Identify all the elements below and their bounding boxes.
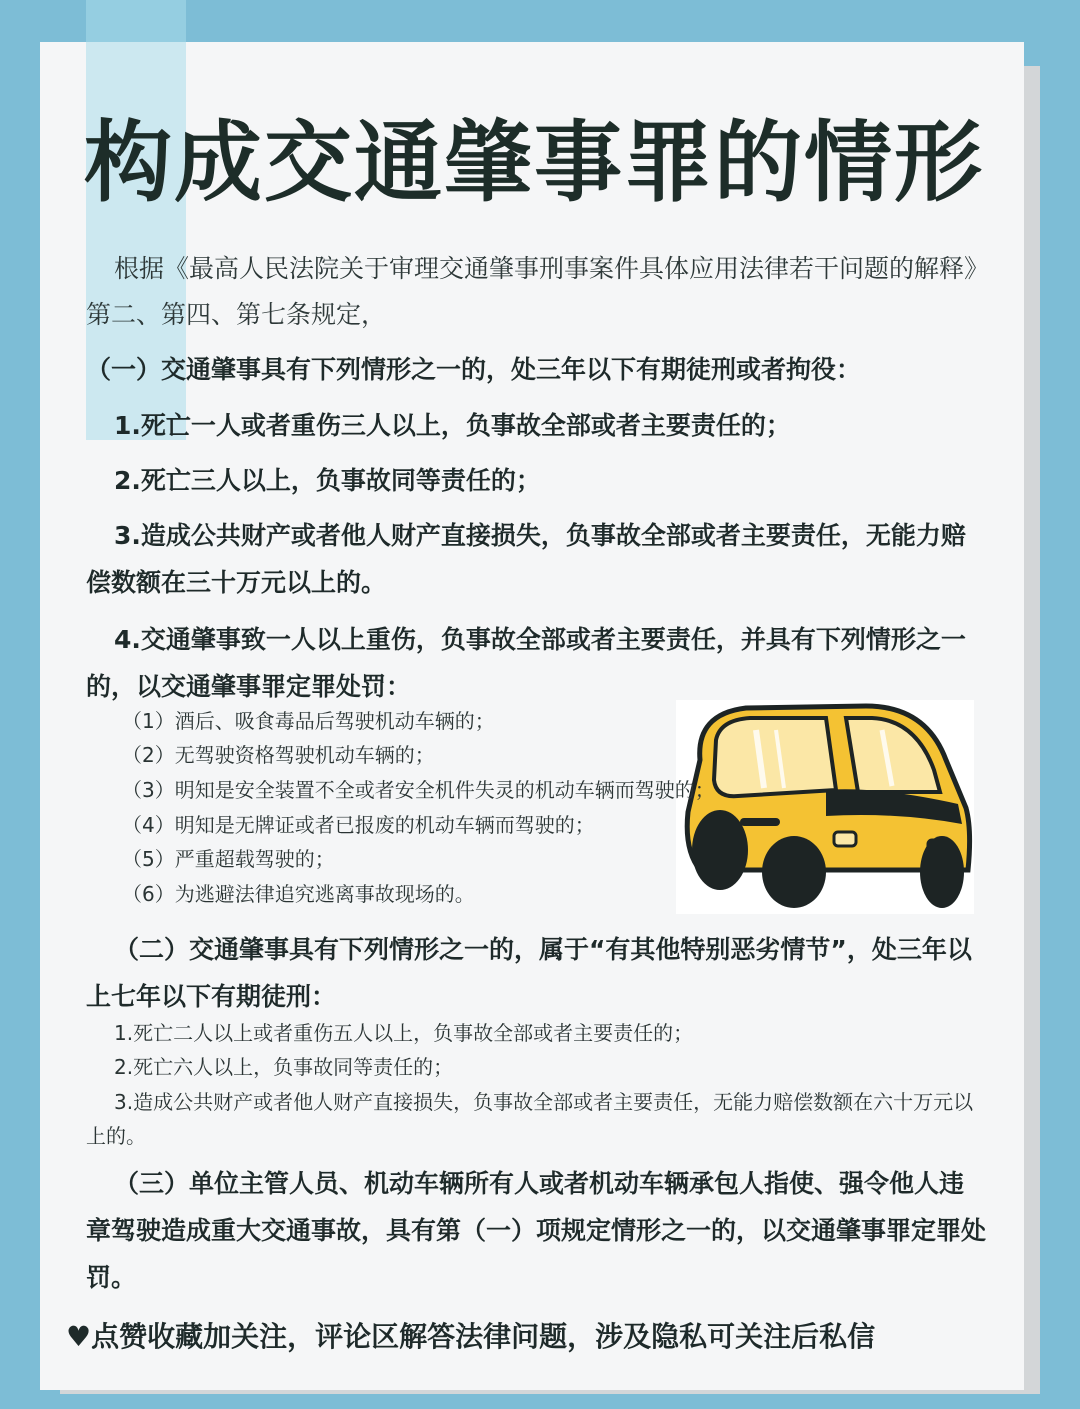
- section1-item-3: 3.造成公共财产或者他人财产直接损失，负事故全部或者主要责任，无能力赔偿数额在三十万元以上的。: [86, 521, 966, 597]
- section2-item-1: 1.死亡二人以上或者重伤五人以上，负事故全部或者主要责任的；: [114, 1021, 694, 1045]
- intro-paragraph: 根据《最高人民法院关于审理交通肇事刑事案件具体应用法律若干问题的解释》第二、第四、第七条规定，: [86, 254, 977, 329]
- subitem-6: （6）为逃避法律追究逃离事故现场的。: [122, 882, 475, 906]
- subitem-3: （3）明知是安全装置不全或者安全机件失灵的机动车辆而驾驶的；: [122, 778, 715, 802]
- page-title: 构成交通肇事罪的情形: [84, 111, 985, 214]
- section1-item-1: 1.死亡一人或者重伤三人以上，负事故全部或者主要责任的；: [114, 411, 791, 440]
- subitem-2: （2）无驾驶资格驾驶机动车辆的；: [122, 743, 435, 767]
- section1-heading: （一）交通肇事具有下列情形之一的，处三年以下有期徒刑或者拘役：: [86, 355, 862, 384]
- footer-call-to-action: ♥点赞收藏加关注，评论区解答法律问题，涉及隐私可关注后私信: [66, 1320, 876, 1353]
- subitem-4: （4）明知是无牌证或者已报废的机动车辆而驾驶的；: [122, 813, 595, 837]
- section2-item-3: 3.造成公共财产或者他人财产直接损失，负事故全部或者主要责任，无能力赔偿数额在六十万元以上的。: [86, 1090, 974, 1148]
- section3-paragraph: （三）单位主管人员、机动车辆所有人或者机动车辆承包人指使、强令他人违章驾驶造成重大交通事故，具有第（一）项规定情形之一的，以交通肇事罪定罪处罚。: [86, 1169, 987, 1292]
- section2-heading: （二）交通肇事具有下列情形之一的，属于“有其他特别恶劣情节”，处三年以上七年以下有期徒刑：: [86, 935, 972, 1011]
- section1-item-4: 4.交通肇事致一人以上重伤，负事故全部或者主要责任，并具有下列情形之一的，以交通肇事罪定罪处罚：: [86, 625, 966, 701]
- car-icon: [676, 700, 974, 914]
- section2-item-2: 2.死亡六人以上，负事故同等责任的；: [114, 1055, 454, 1079]
- section1-item-2: 2.死亡三人以上，负事故同等责任的；: [114, 466, 541, 495]
- subitem-5: （5）严重超载驾驶的；: [122, 847, 335, 871]
- subitem-1: （1）酒后、吸食毒品后驾驶机动车辆的；: [122, 709, 495, 733]
- car-illustration: [676, 700, 974, 914]
